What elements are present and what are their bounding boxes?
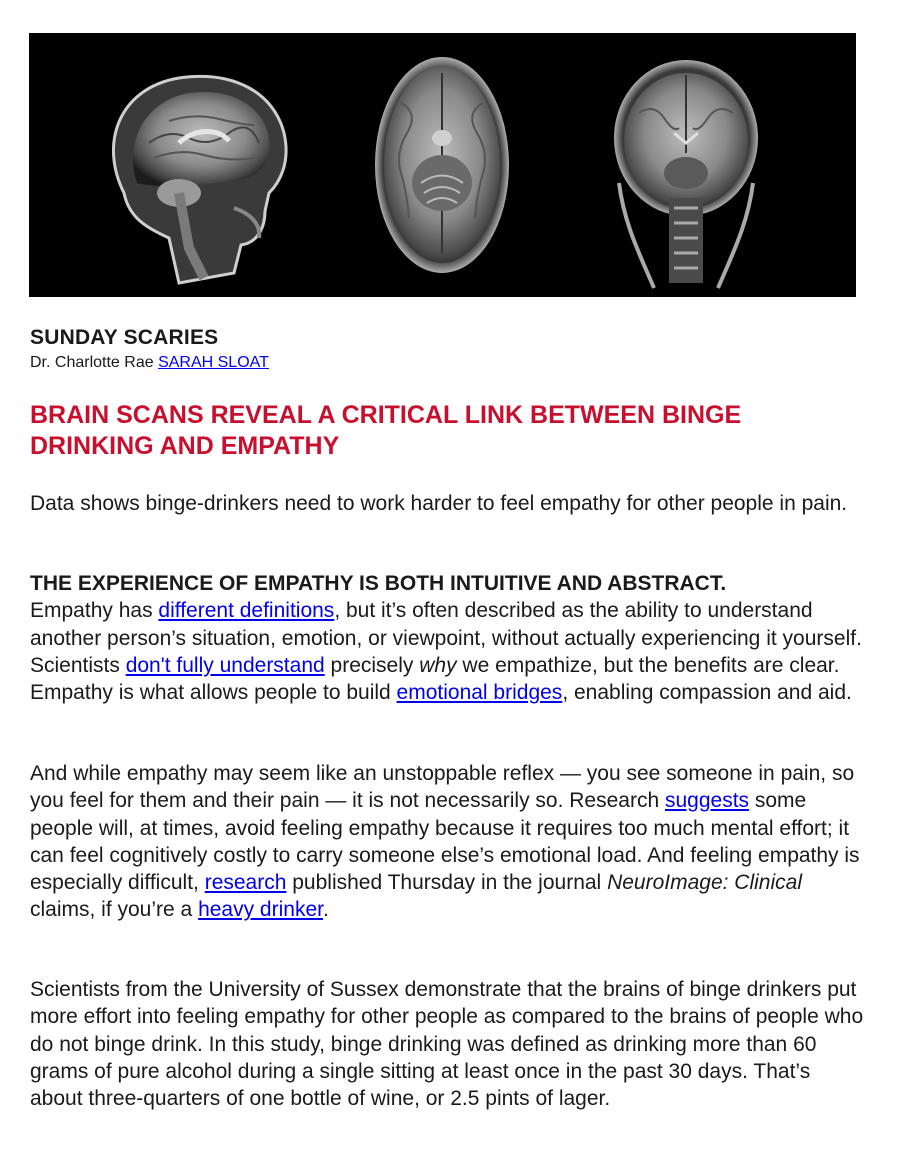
paragraph-3: Scientists from the University of Sussex demonstrate that the brains of binge drinkers put more effort into feeling empathy for other people as compared to the brains of people who do not binge drink. In this study, binge drinking was defined as drinking more than 60 grams of pure alcohol during a single sitting at least once in the past 30 days. That’s about three-quarters of one bottle of wine, or 2.5 pints of lager. bbox=[30, 978, 864, 1111]
link-heavy-drinker[interactable]: heavy drinker bbox=[198, 898, 323, 922]
text-run: claims, if you’re a bbox=[30, 898, 199, 922]
byline bbox=[30, 354, 269, 372]
link-suggests[interactable]: suggests bbox=[664, 789, 750, 813]
paragraph-2 bbox=[30, 760, 865, 924]
paragraph-1 bbox=[30, 570, 865, 706]
text-run: . bbox=[322, 898, 329, 922]
text-run: some people will, at times, avoid feeling empathy because it requires too much mental effort; it can feel cognitively costly to carry someone else’s emotional load. And feeling empathy is especially difficult, bbox=[30, 789, 860, 895]
text-run: we empathize, but the benefits are clear. Empathy is what allows people to build bbox=[30, 653, 840, 705]
link-research[interactable]: research bbox=[204, 871, 287, 895]
text-run: Empathy has bbox=[30, 599, 159, 623]
paragraph-lead: THE EXPERIENCE OF EMPATHY IS BOTH INTUITIVE AND ABSTRACT. bbox=[30, 572, 727, 595]
section-label: SUNDAY SCARIES bbox=[30, 326, 219, 349]
link-dont-fully-understand[interactable]: don't fully understand bbox=[125, 653, 325, 677]
sagittal-scan bbox=[113, 76, 286, 283]
text-run: published Thursday in the journal bbox=[286, 871, 608, 895]
link-different-definitions[interactable]: different definitions bbox=[158, 599, 335, 623]
author-link[interactable]: SARAH SLOAT bbox=[158, 354, 269, 371]
coronal-scan bbox=[614, 60, 758, 288]
text-run: precisely bbox=[324, 653, 420, 677]
text-run: And while empathy may seem like an unstoppable reflex — you see someone in pain, so you feel for them and their pain — it is not necessarily so. Research bbox=[30, 762, 855, 813]
article-headline: BRAIN SCANS REVEAL A CRITICAL LINK BETWEEN BINGE DRINKING AND EMPATHY bbox=[30, 401, 742, 460]
emphasis-why: why bbox=[419, 653, 457, 677]
emphasis-journal: NeuroImage: Clinical bbox=[607, 871, 802, 895]
text-run: , but it’s often described as the ability to understand another person’s situation, emotion, or viewpoint, without actually experiencing it yourself. Scientists bbox=[30, 599, 862, 677]
article-dek: Data shows binge-drinkers need to work harder to feel empathy for other people in pain. bbox=[30, 492, 848, 515]
link-emotional-bridges[interactable]: emotional bridges bbox=[396, 681, 563, 705]
byline-prefix: Dr. Charlotte Rae bbox=[30, 354, 159, 371]
text-run: , enabling compassion and aid. bbox=[562, 681, 852, 705]
mri-scans-illustration bbox=[29, 33, 856, 297]
axial-scan bbox=[375, 57, 509, 273]
hero-image bbox=[29, 33, 856, 297]
